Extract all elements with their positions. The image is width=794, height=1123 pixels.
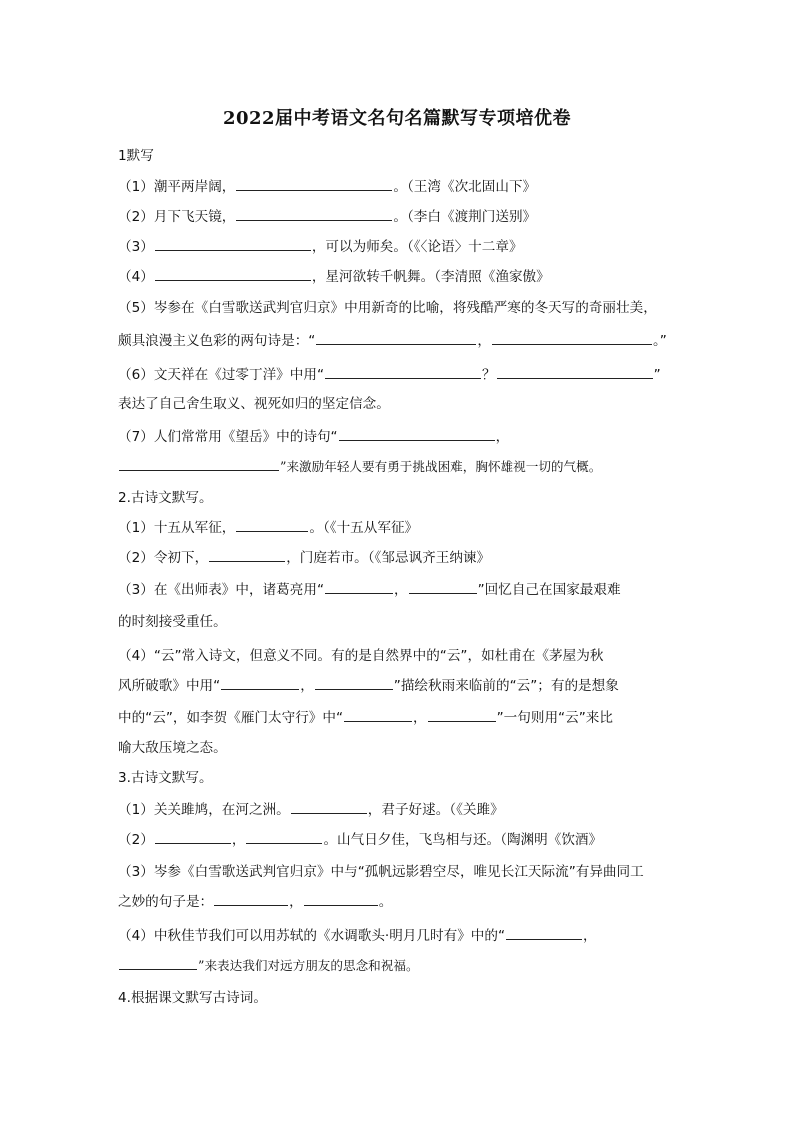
question-source: 。山气日夕佳，飞鸟相与还。（陶渊明《饮酒》	[323, 832, 603, 848]
answer-blank[interactable]	[428, 709, 496, 722]
comma: ，	[289, 894, 303, 910]
answer-blank[interactable]	[344, 709, 412, 722]
answer-blank[interactable]	[316, 330, 476, 345]
question-2-3-cont: 的时刻接受重任。	[118, 614, 227, 630]
answer-blank[interactable]	[325, 364, 481, 379]
question-text: （3）在《出师表》中，诸葛亮用“	[118, 582, 325, 598]
answer-blank[interactable]	[492, 330, 652, 345]
closing-quote: ”	[653, 367, 661, 383]
comma: ，	[495, 429, 510, 445]
question-number: （2）	[118, 832, 154, 848]
section-heading-2: 2.古诗文默写。	[118, 490, 213, 506]
question-text: （2）令初下，	[118, 550, 209, 566]
question-text: 风所破歌》中用“	[118, 678, 221, 694]
question-1-6	[118, 364, 661, 385]
question-text: （4）中秋佳节我们可以用苏轼的《水调歌头·明月几时有》中的“	[118, 928, 506, 944]
question-3-3-cont	[118, 892, 392, 912]
question-text: ”描绘秋雨来临前的“云”；有的是想象	[393, 678, 619, 694]
answer-blank[interactable]	[497, 364, 653, 379]
answer-blank[interactable]	[236, 176, 392, 191]
question-text: 之妙的句子是：	[118, 894, 214, 910]
comma: ，	[413, 710, 427, 726]
answer-blank[interactable]	[236, 519, 308, 532]
question-1-6-cont: 表达了自己舍生取义、视死如归的坚定信念。	[118, 396, 390, 412]
question-2-1	[118, 518, 418, 538]
question-3-2	[118, 830, 602, 850]
comma: ，	[300, 678, 314, 694]
question-2-4-cont2	[118, 708, 613, 728]
question-2-4-cont3: 喻大敌压境之态。	[118, 740, 227, 756]
answer-blank[interactable]	[209, 549, 285, 562]
question-mark: ？	[482, 367, 496, 383]
question-text: （1）潮平两岸阔，	[118, 179, 236, 195]
question-number: （4）	[118, 269, 154, 285]
comma: ，	[231, 832, 246, 848]
question-source: 。（王湾《次北固山下》	[393, 179, 537, 195]
question-text: 颇具浪漫主义色彩的两句诗是：“	[118, 333, 316, 349]
comma: ，	[583, 928, 597, 944]
period: 。	[378, 894, 393, 910]
question-2-4-cont1	[118, 676, 619, 696]
question-1-5: （5）岑参在《白雪歌送武判官归京》中用新奇的比喻，将残酷严寒的冬天写的奇丽壮美，	[118, 300, 657, 316]
question-1-5-cont	[118, 330, 667, 351]
question-text: （7）人们常常用《望岳》中的诗句“	[118, 429, 338, 445]
answer-blank[interactable]	[325, 581, 393, 594]
answer-blank[interactable]	[119, 957, 197, 970]
section-heading-1: 1默写	[118, 148, 154, 164]
comma: ，	[477, 333, 491, 349]
answer-blank[interactable]	[214, 893, 288, 906]
section-heading-4: 4.根据课文默写古诗词。	[118, 990, 267, 1006]
answer-blank[interactable]	[155, 236, 311, 251]
question-source: 。（李白《渡荆门送别》	[393, 209, 537, 225]
answer-blank[interactable]	[155, 266, 311, 281]
question-1-1	[118, 176, 536, 197]
question-1-2	[118, 206, 536, 227]
answer-blank[interactable]	[246, 831, 322, 844]
answer-blank[interactable]	[119, 456, 279, 471]
question-1-7	[118, 426, 509, 447]
question-text: （6）文天祥在《过零丁洋》中用“	[118, 367, 325, 383]
answer-blank[interactable]	[339, 426, 495, 441]
question-text: ，星河欲转千帆舞。（李清照《渔家傲》	[311, 269, 550, 285]
question-2-2	[118, 548, 490, 568]
section-heading-3: 3.古诗文默写。	[118, 770, 213, 786]
answer-blank[interactable]	[221, 677, 299, 690]
question-3-3: （3）岑参《白雪歌送武判官归京》中与“孤帆远影碧空尽，唯见长江天际流”有异曲同工	[118, 864, 644, 880]
question-3-4	[118, 926, 597, 946]
question-source: ，门庭若市。（《邹忌讽齐王纳谏》	[286, 550, 491, 566]
question-3-4-cont	[118, 956, 419, 976]
question-1-7-cont	[118, 456, 601, 477]
answer-blank[interactable]	[506, 927, 582, 940]
question-text: （1）十五从军征，	[118, 520, 236, 536]
page-title: 2022届中考语文名句名篇默写专项培优卷	[222, 108, 572, 129]
answer-blank[interactable]	[291, 801, 367, 814]
question-source: 。（《十五从军征》	[309, 520, 419, 536]
question-number: （3）	[118, 239, 154, 255]
closing-quote: 。”	[652, 333, 667, 349]
question-1-3	[118, 236, 523, 257]
question-text: ”来表达我们对远方朋友的思念和祝福。	[198, 958, 419, 973]
question-2-4: （4）“云”常入诗文，但意义不同。有的是自然界中的“云”，如杜甫在《茅屋为秋	[118, 648, 604, 664]
question-text: （2）月下飞天镜，	[118, 209, 236, 225]
answer-blank[interactable]	[315, 677, 393, 690]
question-text: ”回忆自己在国家最艰难	[477, 582, 621, 598]
question-2-3	[118, 580, 621, 600]
question-source: ，君子好逑。（《关雎》	[367, 802, 504, 818]
question-3-1	[118, 800, 504, 820]
question-text: ”来激励年轻人要有勇于挑战困难，胸怀雄视一切的气概。	[280, 459, 602, 474]
question-text: 中的“云”，如李贺《雁门太守行》中“	[118, 710, 344, 726]
question-text: （1）关关雎鸠，在河之洲。	[118, 802, 290, 818]
answer-blank[interactable]	[155, 831, 231, 844]
comma: ，	[394, 582, 408, 598]
question-text: ，可以为师矣。（《〈论语〉十二章》	[311, 239, 523, 255]
question-text: ”一句则用“云”来比	[496, 710, 613, 726]
answer-blank[interactable]	[236, 206, 392, 221]
answer-blank[interactable]	[304, 893, 378, 906]
question-1-4	[118, 266, 550, 287]
answer-blank[interactable]	[409, 581, 477, 594]
